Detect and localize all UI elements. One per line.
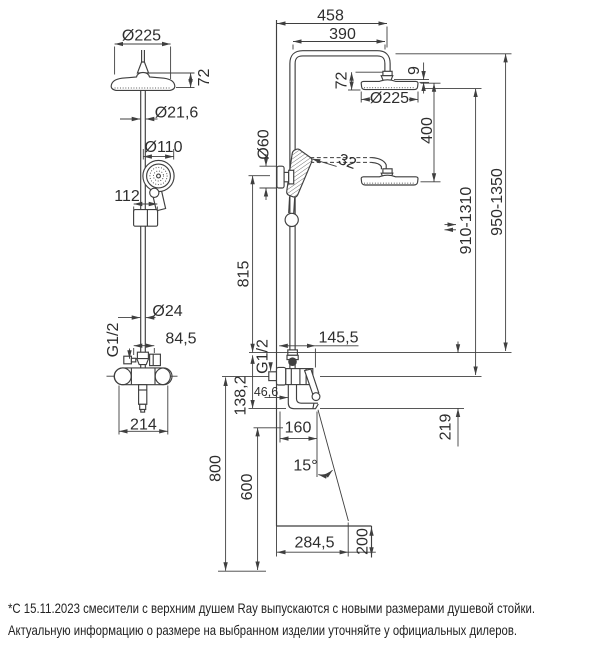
dim-spout-height: 138,2	[232, 375, 250, 416]
dim-head-diameter-side: Ø225	[369, 90, 410, 107]
footnote	[8, 600, 535, 638]
dim-height-range-inner: 910-1310	[458, 186, 475, 255]
shower-head-side	[361, 80, 418, 90]
hand-shower-front	[143, 160, 174, 210]
dim-arm-reach: 390	[329, 26, 356, 43]
dim-riser-height: 815	[235, 260, 253, 288]
dim-stream-reach: 284,5	[294, 534, 335, 552]
dim-outlet-drop: 219	[437, 413, 455, 441]
riser-pipe-front	[141, 90, 146, 368]
dim-ledge-depth: 200	[354, 528, 372, 555]
adjustability-arrows-icon	[445, 225, 457, 230]
hose-nipple	[288, 357, 297, 366]
dim-mixer-depth: 145,5	[318, 329, 359, 347]
dim-holder-diameter: Ø60	[255, 129, 273, 160]
ball-joint	[381, 71, 393, 80]
dim-head-height-side: 72	[333, 71, 351, 90]
dim-height-range-total: 950-1350	[489, 168, 506, 236]
side-view	[208, 8, 512, 572]
dim-thread-front: G1/2	[105, 322, 122, 358]
water-stream-line	[318, 410, 348, 521]
mixer-body-front	[107, 368, 178, 412]
dim-spout-wall-offset: 46,6	[253, 384, 279, 399]
dim-head-height-front: 72	[196, 68, 213, 87]
dim-handshower-offset-side: 32	[335, 150, 359, 174]
dim-head-diameter-front: Ø225	[121, 27, 162, 45]
dim-handshower-offset: 112	[114, 188, 140, 205]
dim-mixer-width: 214	[130, 416, 157, 434]
dim-handshower-diameter: Ø110	[144, 139, 183, 156]
dim-thread-side: G1/2	[254, 339, 272, 374]
footnote-line-2: Актуальную информацию о размере на выбранном изделии уточняйте у официальных дилеров.	[8, 622, 517, 638]
dim-arm-total-reach: 458	[317, 7, 344, 25]
footnote-line-1: *С 15.11.2023 смесители с верхним душем Ray выпускаются с новыми размерами душевой стойки.	[8, 600, 535, 616]
dim-riser-diameter: Ø24	[152, 303, 183, 320]
dim-height-adjust-drop: 400	[419, 117, 436, 144]
dim-joint-height: 9	[406, 66, 423, 75]
dim-spout-angle: 15°	[293, 457, 318, 475]
side-view-dimensions	[208, 8, 512, 572]
dim-spout-reach: 160	[284, 419, 312, 437]
dim-reference-height: 600	[239, 473, 256, 501]
dim-connector-offset: 84,5	[165, 330, 197, 348]
head-stem	[137, 50, 148, 73]
slider-bracket	[134, 210, 158, 227]
dim-pipe-diameter: Ø21,6	[154, 104, 199, 122]
dim-mixer-mount-height: 800	[207, 455, 225, 482]
front-view	[105, 28, 213, 435]
